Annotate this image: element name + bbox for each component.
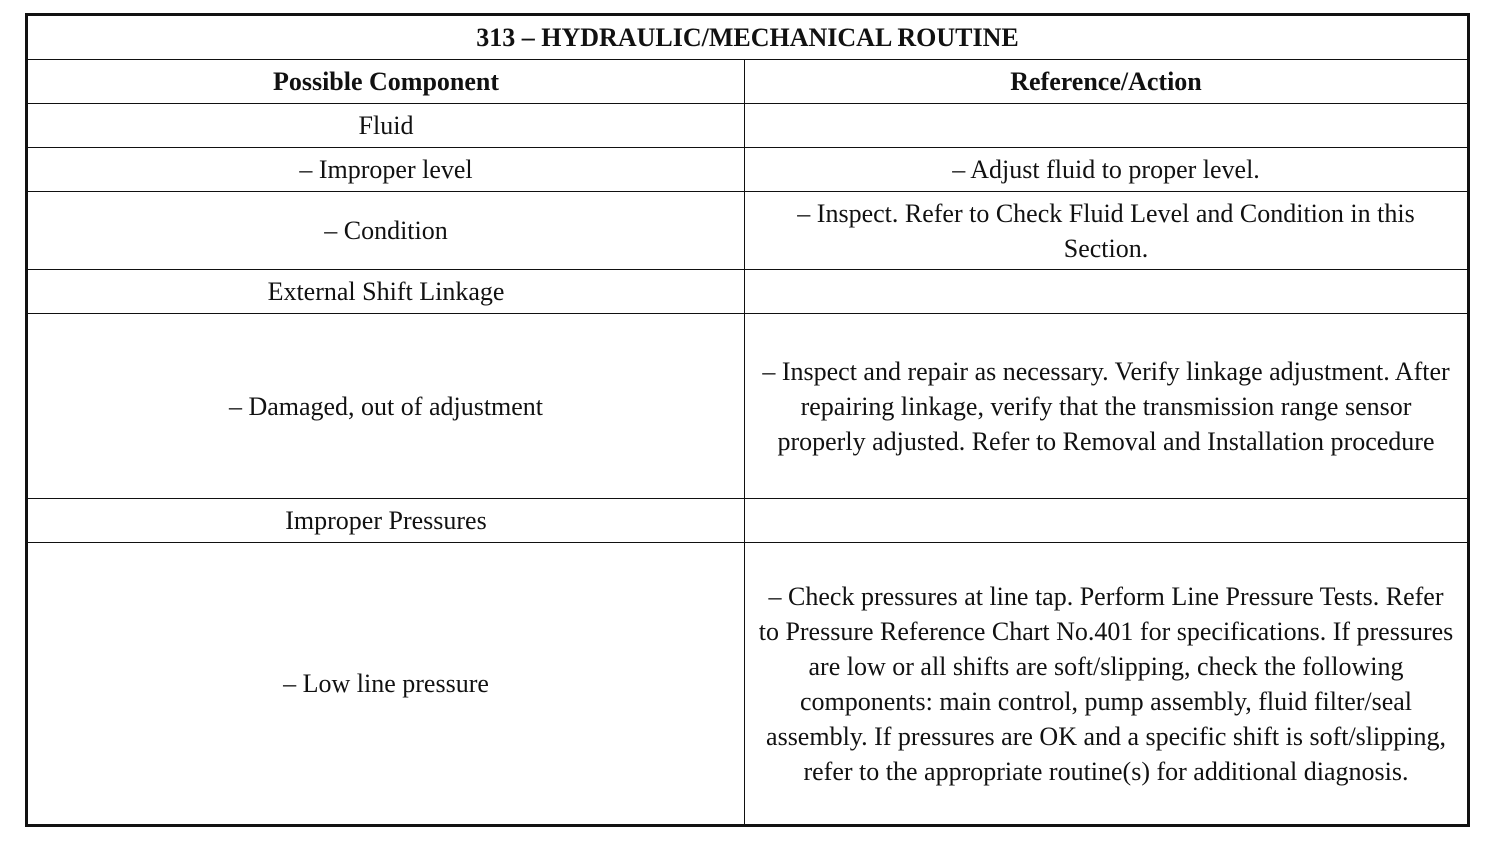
table-row	[27, 148, 1469, 192]
table-title-row	[27, 15, 1469, 60]
table-title: 313 – HYDRAULIC/MECHANICAL ROUTINE	[27, 15, 1469, 60]
action-cell: – Inspect. Refer to Check Fluid Level and Condition in this Section.	[745, 192, 1469, 270]
column-header-component: Possible Component	[27, 60, 745, 104]
table-row	[27, 499, 1469, 543]
component-cell: Fluid	[27, 104, 745, 148]
table-row	[27, 104, 1469, 148]
column-header-action: Reference/Action	[745, 60, 1469, 104]
action-cell	[745, 499, 1469, 543]
component-cell: – Improper level	[27, 148, 745, 192]
table-row	[27, 192, 1469, 270]
component-cell: External Shift Linkage	[27, 270, 745, 314]
header-row	[27, 60, 1469, 104]
action-cell: – Check pressures at line tap. Perform Line Pressure Tests. Refer to Pressure Reference Chart No.401 for specifications. If pressures are low or all shifts are soft/slipping, check the following components: main control, pump assembly, fluid filter/seal assembly. If pressures are OK and a specific shift is soft/slipping, refer to the appropriate routine(s) for additional diagnosis.	[745, 543, 1469, 826]
table-row	[27, 314, 1469, 499]
component-cell: Improper Pressures	[27, 499, 745, 543]
action-cell	[745, 270, 1469, 314]
table-row	[27, 270, 1469, 314]
action-cell: – Inspect and repair as necessary. Verify linkage adjustment. After repairing linkage, verify that the transmission range sensor properly adjusted. Refer to Removal and Installation procedure	[745, 314, 1469, 499]
routine-table	[25, 13, 1470, 827]
table-row	[27, 543, 1469, 826]
action-cell	[745, 104, 1469, 148]
component-cell: – Damaged, out of adjustment	[27, 314, 745, 499]
component-cell: – Condition	[27, 192, 745, 270]
action-cell: – Adjust fluid to proper level.	[745, 148, 1469, 192]
component-cell: – Low line pressure	[27, 543, 745, 826]
